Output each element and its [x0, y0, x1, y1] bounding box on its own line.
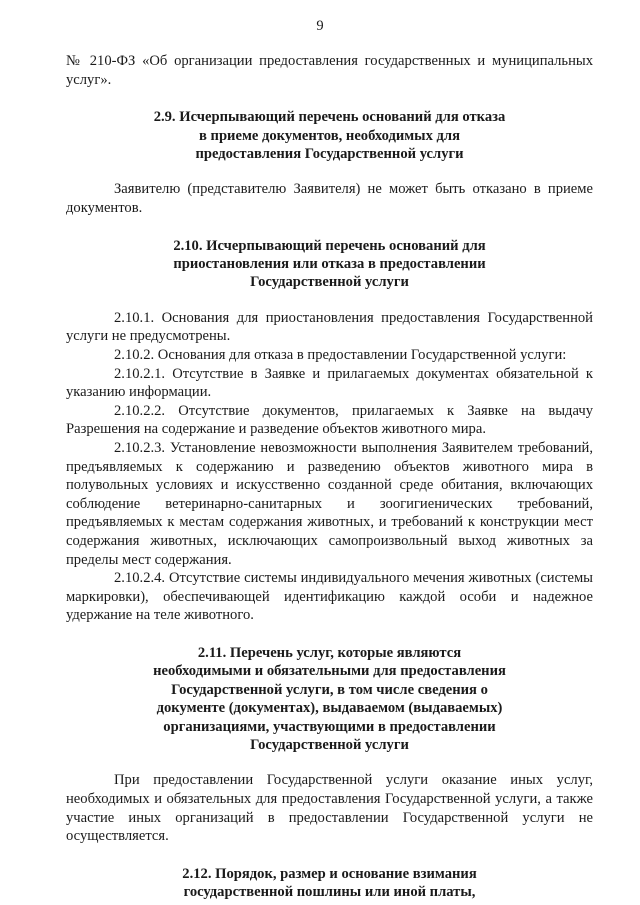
heading-line: предоставления Государственной услуги: [195, 146, 464, 162]
section-2-10-heading: [120, 237, 540, 292]
page-number: 9: [316, 18, 324, 34]
clause-2-10-2-4: 2.10.2.4. Отсутствие системы индивидуального мечения животных (системы маркировки), обеспечивающей идентификацию каждой особи и надежное удержание на теле животного.: [66, 570, 593, 624]
section-2-9-paragraph: Заявителю (представителю Заявителя) не может быть отказано в приеме документов.: [66, 181, 593, 216]
section-2-9-heading: [120, 108, 540, 163]
heading-line: необходимыми и обязательными для предоставления: [153, 663, 506, 680]
heading-line: 2.9. Исчерпывающий перечень оснований для отказа: [153, 109, 506, 126]
clause-2-10-2-3: 2.10.2.3. Установление невозможности выполнения Заявителем требований, предъявляемых к содержанию и разведению объектов животного мира в полувольных условиях и искусственно созданной среде обитания, включающих соблюдение ветеринарно-санитарных и зоогигиенических требований, предъявляемых к местам содержания животных, и требований к конструкции мест содержания животных, исключающих самопроизвольный выход животных за пределы мест содержания.: [66, 439, 593, 568]
heading-line: Государственной услуги, в том числе сведения о: [171, 681, 488, 698]
heading-line: государственной пошлины или иной платы,: [183, 884, 476, 901]
clause-2-10-2-2: 2.10.2.2. Отсутствие документов, прилагаемых к Заявке на выдачу Разрешения на содержание и разведение объектов животного мира.: [66, 402, 593, 438]
clause-2-10-2-1: 2.10.2.1. Отсутствие в Заявке и прилагаемых документах обязательной к указанию информации.: [66, 365, 593, 401]
section-2-12-heading: [120, 865, 540, 902]
section-2-11-heading: [110, 644, 550, 754]
heading-line: приостановления или отказа в предоставлении: [173, 256, 486, 272]
heading-line: Государственной услуги: [250, 736, 409, 753]
clause-2-10-1: 2.10.1. Основания для приостановления предоставления Государственной услуги не предусмотрены.: [66, 309, 593, 345]
intro-paragraph: № 210-ФЗ «Об организации предоставления государственных и муниципальных услуг».: [66, 53, 593, 88]
page-content: [66, 52, 593, 902]
section-2-11-paragraph: При предоставлении Государственной услуги оказание иных услуг, необходимых и обязательных для предоставления Государственной услуги, а также участие иных организаций в предоставлении Государственной услуги не осуществляется.: [66, 772, 593, 845]
heading-line: в приеме документов, необходимых для: [199, 127, 460, 144]
heading-line: 2.12. Порядок, размер и основание взимания: [182, 865, 477, 882]
heading-line: документе (документах), выдаваемом (выдаваемых): [156, 700, 503, 717]
heading-line: 2.10. Исчерпывающий перечень оснований для: [173, 237, 486, 254]
heading-line: 2.11. Перечень услуг, которые являются: [197, 644, 462, 661]
heading-line: организациями, участвующими в предоставлении: [163, 718, 496, 735]
clause-2-10-2: 2.10.2. Основания для отказа в предоставлении Государственной услуги:: [114, 347, 567, 363]
heading-line: Государственной услуги: [250, 274, 409, 291]
